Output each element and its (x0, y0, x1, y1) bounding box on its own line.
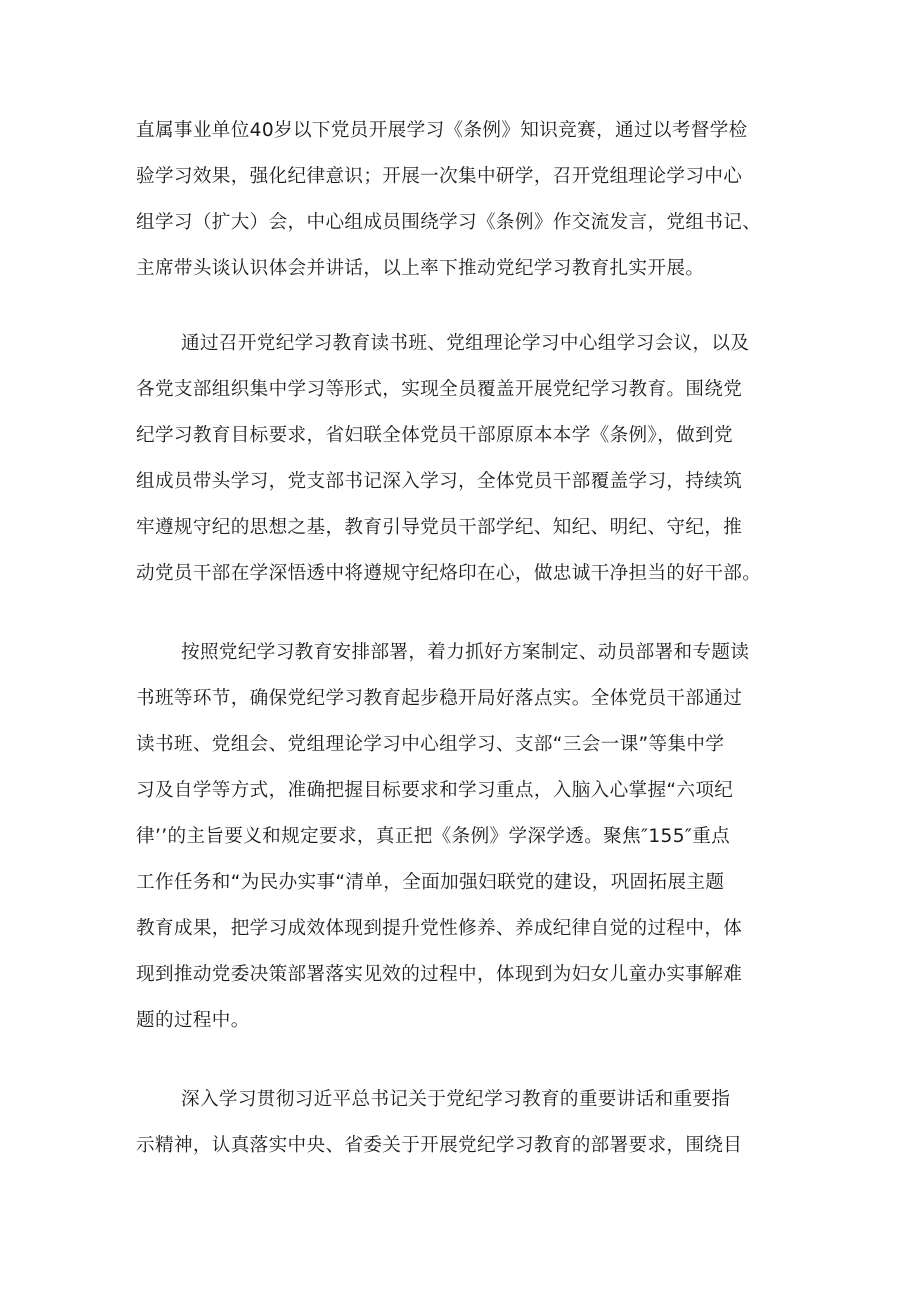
text-line: 习及自学等方式，准确把握目标要求和学习重点，入脑入心掌握“六项纪 (136, 780, 734, 801)
text-line: 示精神，认真落实中央、省委关于开展党纪学习教育的部署要求，围绕目 (136, 1135, 743, 1156)
text-line: 教育成果，把学习成效体现到提升党性修养、养成纪律自觉的过程中，体 (136, 918, 743, 939)
text-line: 验学习效果，强化纪律意识；开展一次集中研学，召开党组理论学习中心 (136, 166, 743, 187)
text-line: 律’’的主旨要义和规定要求，真正把《条例》学深学透。聚焦″155″重点 (136, 826, 731, 847)
text-line: 组学习（扩大）会，中心组成员围绕学习《条例》作交流发言，党组书记、 (136, 212, 762, 233)
text-line: 按照党纪学习教育安排部署，着力抓好方案制定、动员部署和专题读 (181, 642, 750, 663)
text-line: 书班等环节，确保党纪学习教育起步稳开局好落点实。全体党员干部通过 (136, 688, 743, 709)
text-line: 动党员干部在学深悟透中将遵规守纪烙印在心，做忠诚干净担当的好干部。 (136, 563, 762, 584)
text-line: 主席带头谈认识体会并讲话，以上率下推动党纪学习教育扎实开展。 (136, 258, 705, 279)
text-line: 工作任务和“为民办实事“清单，全面加强妇联党的建设，巩固拓展主题 (136, 872, 725, 893)
text-line: 组成员带头学习，党支部书记深入学习，全体党员干部覆盖学习，持续筑 (136, 471, 743, 492)
text-line: 通过召开党纪学习教育读书班、党组理论学习中心组学习会议，以及 (181, 333, 750, 354)
text-line: 纪学习教育目标要求，省妇联全体党员干部原原本本学《条例》，做到党 (136, 425, 733, 446)
text-line: 各党支部组织集中学习等形式，实现全员覆盖开展党纪学习教育。围绕党 (136, 379, 743, 400)
text-line: 深入学习贯彻习近平总书记关于党纪学习教育的重要讲话和重要指 (181, 1089, 731, 1110)
text-line: 现到推动党委决策部署落实见效的过程中，体现到为妇女儿童办实事解难 (136, 964, 743, 985)
text-line: 直属事业单位40岁以下党员开展学习《条例》知识竞赛，通过以考督学检 (136, 120, 748, 141)
text-line: 读书班、党组会、党组理论学习中心组学习、支部“三会一课”等集中学 (136, 734, 725, 755)
text-line: 牢遵规守纪的思想之基，教育引导党员干部学纪、知纪、明纪、守纪，推 (136, 517, 743, 538)
text-line: 题的过程中。 (136, 1010, 250, 1031)
